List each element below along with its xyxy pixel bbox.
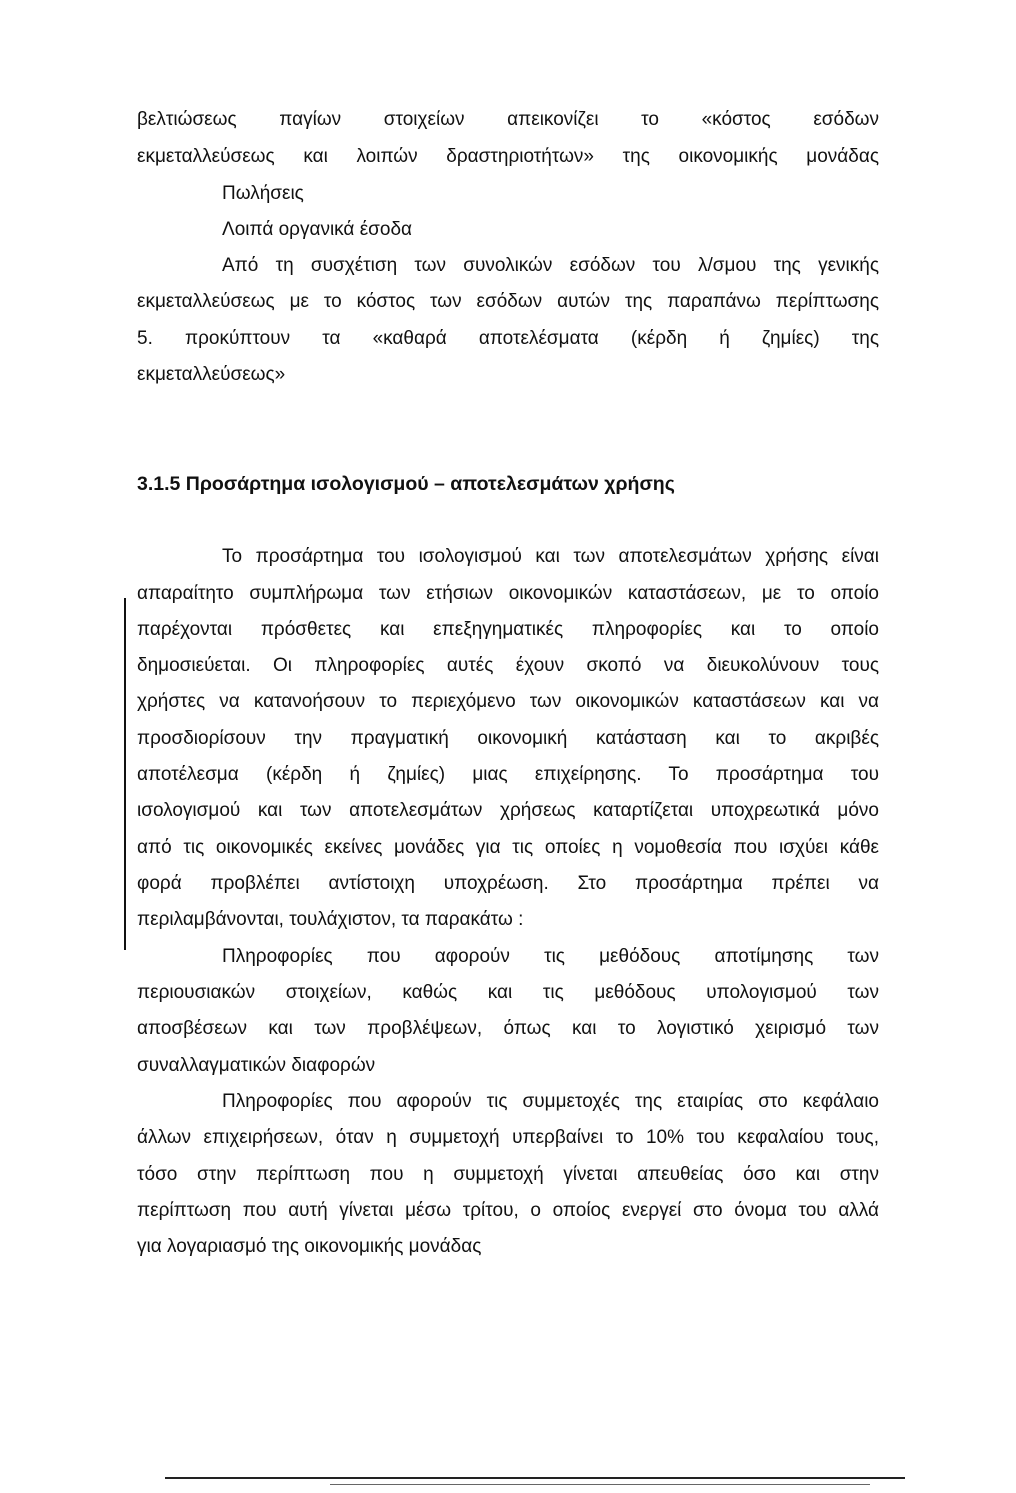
margin-rule	[124, 598, 126, 950]
text-line: απαραίτητο συμπλήρωμα των ετήσιων οικονομικών καταστάσεων, με το οποίο	[137, 583, 879, 604]
text-line: εκμεταλλεύσεως»	[137, 364, 286, 385]
footer-rule-secondary	[330, 1484, 870, 1485]
text-line: Το προσάρτημα του ισολογισμού και των αποτελεσμάτων χρήσης είναι	[222, 546, 879, 567]
text-line: περίπτωση που αυτή γίνεται μέσω τρίτου, ο οποίος ενεργεί στο όνομα του αλλά	[137, 1200, 879, 1221]
text-line: Από τη συσχέτιση των συνολικών εσόδων του λ/σμου της γενικής	[222, 255, 879, 276]
text-line: εκμεταλλεύσεως και λοιπών δραστηριοτήτων» της οικονομικής μονάδας	[137, 146, 879, 167]
list-item: Πληροφορίες που αφορούν τις συμμετοχές της εταιρίας στο κεφάλαιο	[222, 1091, 879, 1112]
footer-rule	[165, 1477, 905, 1479]
list-item: Πωλήσεις	[222, 183, 304, 204]
text-line: περιουσιακών στοιχείων, καθώς και τις μεθόδους υπολογισμού των	[137, 982, 879, 1003]
text-line: εκμεταλλεύσεως με το κόστος των εσόδων αυτών της παραπάνω περίπτωσης	[137, 291, 879, 312]
text-line: τόσο στην περίπτωση που η συμμετοχή γίνεται απευθείας όσο και στην	[137, 1164, 879, 1185]
text-line: ισολογισμού και των αποτελεσμάτων χρήσεως καταρτίζεται υποχρεωτικά μόνο	[137, 800, 879, 821]
text-line: παρέχονται πρόσθετες και επεξηγηματικές πληροφορίες και το οποίο	[137, 619, 879, 640]
list-item: Πληροφορίες που αφορούν τις μεθόδους αποτίμησης των	[222, 946, 879, 967]
text-line: φορά προβλέπει αντίστοιχη υποχρέωση. Στο προσάρτημα πρέπει να	[137, 873, 879, 894]
list-item: Λοιπά οργανικά έσοδα	[222, 219, 413, 240]
text-line: 5. προκύπτουν τα «καθαρά αποτελέσματα (κέρδη ή ζημίες) της	[137, 328, 879, 349]
text-line: προσδιορίσουν την πραγματική οικονομική κατάσταση και το ακριβές	[137, 728, 879, 749]
text-line: αποσβέσεων και των προβλέψεων, όπως και το λογιστικό χειρισμό των	[137, 1018, 879, 1039]
text-line: αποτέλεσμα (κέρδη ή ζημίες) μιας επιχείρησης. Το προσάρτημα του	[137, 764, 879, 785]
text-line: από τις οικονομικές εκείνες μονάδες για τις οποίες η νομοθεσία που ισχύει κάθε	[137, 837, 879, 858]
text-line: δημοσιεύεται. Οι πληροφορίες αυτές έχουν σκοπό να διευκολύνουν τους	[137, 655, 879, 676]
text-line: χρήστες να κατανοήσουν το περιεχόμενο των οικονομικών καταστάσεων και να	[137, 691, 879, 712]
text-line: βελτιώσεως παγίων στοιχείων απεικονίζει το «κόστος εσόδων	[137, 109, 879, 130]
section-heading: 3.1.5 Προσάρτημα ισολογισμού – αποτελεσμάτων χρήσης	[137, 473, 675, 495]
text-line: περιλαμβάνονται, τουλάχιστον, τα παρακάτω :	[137, 909, 524, 930]
text-line: άλλων επιχειρήσεων, όταν η συμμετοχή υπερβαίνει το 10% του κεφαλαίου τους,	[137, 1127, 879, 1148]
text-line: για λογαριασμό της οικονομικής μονάδας	[137, 1236, 482, 1257]
text-line: συναλλαγματικών διαφορών	[137, 1055, 376, 1076]
